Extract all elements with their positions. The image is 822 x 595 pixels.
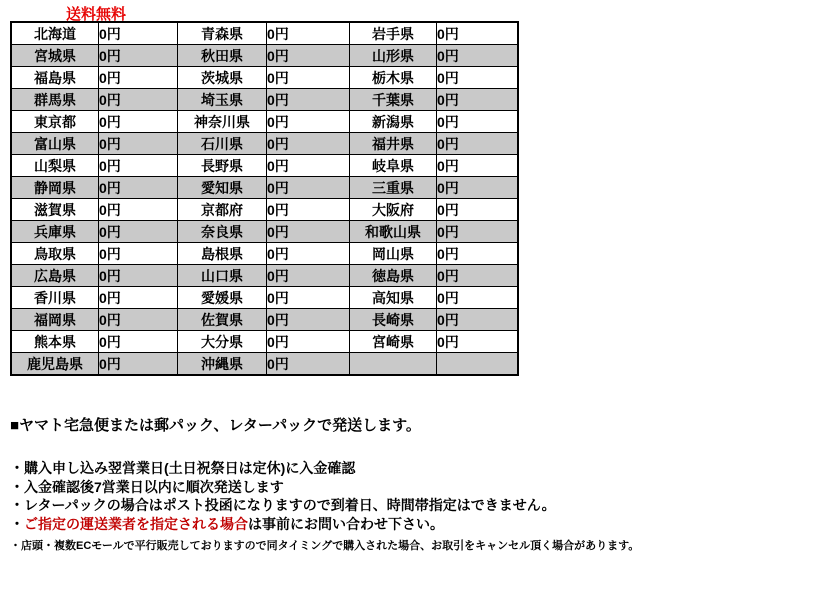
fee-cell: 0円 (267, 155, 350, 177)
prefecture-cell: 滋賀県 (11, 199, 99, 221)
fee-cell: 0円 (99, 287, 178, 309)
fee-cell: 0円 (99, 177, 178, 199)
prefecture-cell: 宮城県 (11, 45, 99, 67)
fee-cell: 0円 (267, 287, 350, 309)
fee-cell: 0円 (99, 111, 178, 133)
fee-cell: 0円 (99, 45, 178, 67)
prefecture-cell: 鳥取県 (11, 243, 99, 265)
prefecture-cell: 和歌山県 (350, 221, 437, 243)
fee-cell: 0円 (267, 221, 350, 243)
fee-cell: 0円 (437, 89, 519, 111)
prefecture-cell: 大阪府 (350, 199, 437, 221)
prefecture-cell: 埼玉県 (178, 89, 267, 111)
note-text: ・購入申し込み翌営業日(土日祝祭日は定休)に入金確認 (10, 460, 356, 476)
prefecture-cell: 岐阜県 (350, 155, 437, 177)
note-item (10, 515, 810, 534)
prefecture-cell: 島根県 (178, 243, 267, 265)
fee-cell: 0円 (99, 89, 178, 111)
fee-cell (437, 353, 519, 376)
shipping-table-body (11, 22, 518, 375)
free-shipping-label: 送料無料 (66, 6, 127, 23)
fee-cell: 0円 (267, 309, 350, 331)
fee-cell: 0円 (267, 67, 350, 89)
note-text: ・ (10, 515, 24, 532)
table-row (11, 331, 518, 353)
fee-cell: 0円 (99, 243, 178, 265)
table-row (11, 287, 518, 309)
note-item (10, 478, 810, 497)
table-row (11, 353, 518, 376)
fee-cell: 0円 (267, 133, 350, 155)
table-row (11, 133, 518, 155)
fee-cell: 0円 (99, 22, 178, 45)
fee-cell: 0円 (267, 199, 350, 221)
note-emphasis-text: ご指定の運送業者を指定される場合 (24, 515, 248, 532)
prefecture-cell: 秋田県 (178, 45, 267, 67)
fee-cell: 0円 (437, 199, 519, 221)
table-row (11, 111, 518, 133)
shipping-notes-section (10, 417, 810, 553)
fee-cell: 0円 (437, 243, 519, 265)
fee-cell: 0円 (267, 265, 350, 287)
fee-cell: 0円 (99, 199, 178, 221)
table-row (11, 221, 518, 243)
fee-cell: 0円 (267, 243, 350, 265)
prefecture-cell: 愛知県 (178, 177, 267, 199)
notes-list (10, 459, 810, 553)
fee-cell: 0円 (267, 45, 350, 67)
fee-cell: 0円 (437, 133, 519, 155)
prefecture-cell: 高知県 (350, 287, 437, 309)
note-text: ・入金確認後7営業日以内に順次発送します (10, 478, 284, 495)
prefecture-cell: 北海道 (11, 22, 99, 45)
fee-cell: 0円 (99, 309, 178, 331)
fee-cell: 0円 (99, 353, 178, 376)
prefecture-cell: 大分県 (178, 331, 267, 353)
prefecture-cell: 群馬県 (11, 89, 99, 111)
fee-cell: 0円 (437, 331, 519, 353)
table-row (11, 155, 518, 177)
prefecture-cell: 新潟県 (350, 111, 437, 133)
prefecture-cell: 愛媛県 (178, 287, 267, 309)
fee-cell: 0円 (437, 221, 519, 243)
fee-cell: 0円 (99, 67, 178, 89)
fee-cell: 0円 (437, 265, 519, 287)
prefecture-cell: 広島県 (11, 265, 99, 287)
prefecture-cell: 宮崎県 (350, 331, 437, 353)
prefecture-cell: 福島県 (11, 67, 99, 89)
fee-cell: 0円 (437, 67, 519, 89)
prefecture-cell: 鹿児島県 (11, 353, 99, 376)
fee-cell: 0円 (267, 111, 350, 133)
prefecture-cell: 奈良県 (178, 221, 267, 243)
prefecture-cell: 富山県 (11, 133, 99, 155)
prefecture-cell: 沖縄県 (178, 353, 267, 376)
table-row (11, 22, 518, 45)
prefecture-cell: 栃木県 (350, 67, 437, 89)
prefecture-cell: 京都府 (178, 199, 267, 221)
table-row (11, 199, 518, 221)
table-row (11, 67, 518, 89)
fee-cell: 0円 (99, 265, 178, 287)
fee-cell: 0円 (437, 155, 519, 177)
fee-cell: 0円 (437, 22, 519, 45)
prefecture-cell: 静岡県 (11, 177, 99, 199)
fee-cell: 0円 (437, 111, 519, 133)
prefecture-cell: 徳島県 (350, 265, 437, 287)
prefecture-cell: 青森県 (178, 22, 267, 45)
prefecture-cell: 茨城県 (178, 67, 267, 89)
note-item (10, 496, 810, 515)
prefecture-cell: 福岡県 (11, 309, 99, 331)
prefecture-cell: 神奈川県 (178, 111, 267, 133)
note-text: ・レターパックの場合はポスト投函になりますので到着日、時間帯指定はできません。 (10, 497, 556, 513)
fee-cell: 0円 (437, 287, 519, 309)
fee-cell: 0円 (267, 177, 350, 199)
prefecture-cell: 三重県 (350, 177, 437, 199)
fee-cell: 0円 (267, 22, 350, 45)
prefecture-cell: 山口県 (178, 265, 267, 287)
prefecture-cell: 石川県 (178, 133, 267, 155)
fee-cell: 0円 (99, 221, 178, 243)
prefecture-cell: 長崎県 (350, 309, 437, 331)
note-text: ・店頭・複数ECモールで平行販売しておりますので同タイミングで購入された場合、お取引をキャンセル頂く場合があります。 (10, 540, 640, 552)
shipping-fee-table (10, 21, 519, 376)
prefecture-cell: 兵庫県 (11, 221, 99, 243)
table-row (11, 243, 518, 265)
fee-cell: 0円 (99, 331, 178, 353)
fee-cell: 0円 (437, 177, 519, 199)
prefecture-cell: 熊本県 (11, 331, 99, 353)
prefecture-cell: 千葉県 (350, 89, 437, 111)
fee-cell: 0円 (99, 155, 178, 177)
note-item (10, 459, 810, 478)
prefecture-cell: 山梨県 (11, 155, 99, 177)
prefecture-cell: 佐賀県 (178, 309, 267, 331)
prefecture-cell: 福井県 (350, 133, 437, 155)
fee-cell: 0円 (267, 353, 350, 376)
table-row (11, 309, 518, 331)
shipping-method-heading: ■ヤマト宅急便または郵パック、レターパックで発送します。 (10, 417, 421, 434)
prefecture-cell: 岡山県 (350, 243, 437, 265)
fee-cell: 0円 (99, 133, 178, 155)
prefecture-cell: 香川県 (11, 287, 99, 309)
prefecture-cell: 東京都 (11, 111, 99, 133)
prefecture-cell (350, 353, 437, 376)
prefecture-cell: 長野県 (178, 155, 267, 177)
prefecture-cell: 山形県 (350, 45, 437, 67)
prefecture-cell: 岩手県 (350, 22, 437, 45)
table-row (11, 45, 518, 67)
note-text: は事前にお問い合わせ下さい。 (248, 515, 444, 532)
note-item (10, 539, 810, 553)
fee-cell: 0円 (267, 89, 350, 111)
fee-cell: 0円 (267, 331, 350, 353)
fee-cell: 0円 (437, 309, 519, 331)
fee-cell: 0円 (437, 45, 519, 67)
table-row (11, 177, 518, 199)
table-row (11, 89, 518, 111)
table-row (11, 265, 518, 287)
